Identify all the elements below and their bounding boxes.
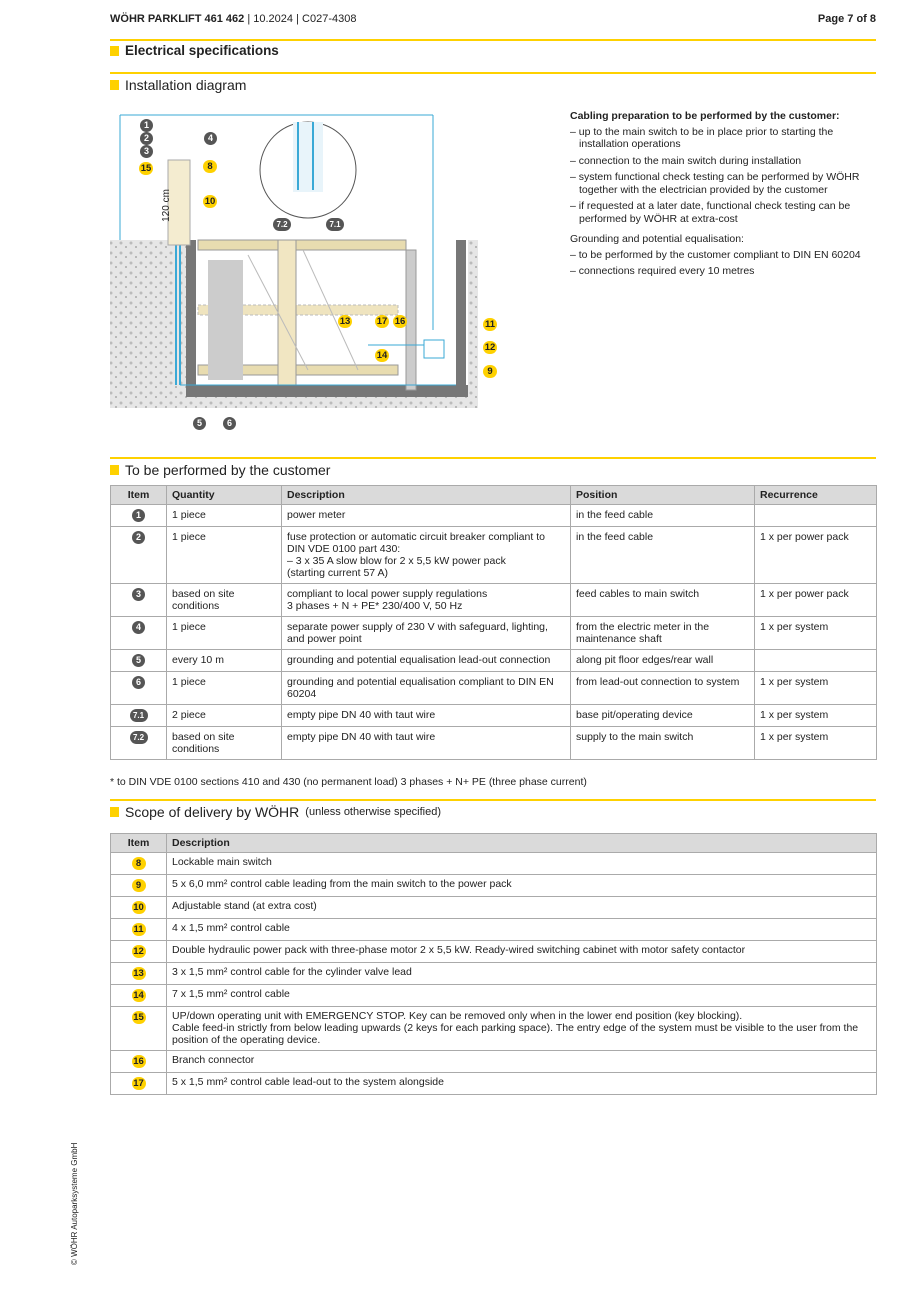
item-badge: 11 — [133, 924, 144, 935]
table-cell: Branch connector — [167, 1051, 877, 1073]
table-cell: base pit/operating device — [571, 705, 755, 727]
table-cell: in the feed cable — [571, 527, 755, 584]
table-cell — [111, 1007, 167, 1051]
marker-16: 16 — [394, 316, 406, 327]
table-cell: 7 x 1,5 mm² control cable — [167, 985, 877, 1007]
table-cell — [111, 617, 167, 650]
table-row — [111, 650, 877, 672]
copyright: © WÖHR Autoparksysteme GmbH — [70, 1142, 79, 1265]
table-row — [111, 505, 877, 527]
divider — [110, 799, 876, 801]
col-header: Quantity — [167, 486, 282, 505]
marker-11: 11 — [484, 319, 496, 330]
table-cell: 1 piece — [167, 527, 282, 584]
item-badge: 17 — [133, 1078, 144, 1089]
section-note: (unless otherwise specified) — [305, 806, 442, 818]
table-cell: along pit floor edges/rear wall — [571, 650, 755, 672]
col-header: Item — [111, 834, 167, 853]
table-cell — [111, 897, 167, 919]
marker-9: 9 — [483, 365, 497, 378]
item-badge: 9 — [132, 879, 146, 892]
marker-15: 15 — [140, 163, 152, 174]
marker-14: 14 — [376, 350, 388, 361]
table-cell: Adjustable stand (at extra cost) — [167, 897, 877, 919]
table-cell: 5 x 6,0 mm² control cable leading from the main switch to the power pack — [167, 875, 877, 897]
table-row — [111, 727, 877, 760]
table-cell: from lead-out connection to system — [571, 672, 755, 705]
table-cell: 1 x per power pack — [755, 527, 877, 584]
item-badge: 3 — [132, 588, 145, 601]
table-cell: grounding and potential equalisation compliant to DIN EN 60204 — [282, 672, 571, 705]
item-badge: 2 — [132, 531, 145, 544]
cabling-item: – up to the main switch to be in place prior to starting the installation operations — [570, 125, 834, 150]
table-cell — [755, 650, 877, 672]
item-badge: 7.1 — [130, 709, 148, 722]
table-row — [111, 963, 877, 985]
table-cell: power meter — [282, 505, 571, 527]
marker-7-2: 7.2 — [273, 218, 291, 231]
table-row — [111, 919, 877, 941]
item-badge: 14 — [133, 990, 144, 1001]
section-electrical — [110, 43, 279, 58]
item-badge: 6 — [132, 676, 145, 689]
section-delivery — [110, 804, 441, 820]
grounding-item: – connections required every 10 metres — [570, 265, 755, 277]
marker-17: 17 — [376, 316, 388, 327]
table-row — [111, 941, 877, 963]
table-cell — [111, 672, 167, 705]
table-row — [111, 1051, 877, 1073]
cabling-item: – if requested at a later date, functional check testing can be performed by WÖHR at extra-cost — [570, 200, 851, 225]
item-badge: 15 — [133, 1012, 144, 1023]
section-title: Scope of delivery by WÖHR — [125, 804, 300, 820]
table-cell: supply to the main switch — [571, 727, 755, 760]
marker-10: 10 — [204, 196, 216, 207]
table-cell: in the feed cable — [571, 505, 755, 527]
item-badge: 13 — [133, 968, 144, 979]
marker-3: 3 — [140, 145, 153, 158]
marker-7-1: 7.1 — [326, 218, 344, 231]
item-badge: 7.2 — [130, 731, 148, 744]
table-cell: based on site conditions — [167, 584, 282, 617]
item-badge: 10 — [133, 902, 144, 913]
table-row — [111, 584, 877, 617]
table-cell — [111, 985, 167, 1007]
table-cell: 1 x per system — [755, 727, 877, 760]
section-title: Electrical specifications — [125, 43, 279, 58]
table-cell: UP/down operating unit with EMERGENCY STOP. Key can be removed only when in the lower end position (key blocking). Cable feed-in strictly from below leading upwards (2 keys for each parking space). The entry edge of the system must be visible to the user from the position of the operating device. — [167, 1007, 877, 1051]
section-installation — [110, 77, 246, 93]
marker-12: 12 — [484, 342, 496, 353]
product-name: WÖHR PARKLIFT 461 462 — [110, 13, 245, 25]
table-cell — [111, 875, 167, 897]
page-number: Page 7 of 8 — [817, 13, 876, 25]
cabling-item: – connection to the main switch during installation — [570, 154, 802, 167]
doc-code: C027-4308 — [302, 13, 357, 25]
table-cell — [111, 919, 167, 941]
grounding-item: – to be performed by the customer compliant to DIN EN 60204 — [570, 248, 861, 261]
item-badge: 4 — [132, 621, 145, 634]
table-row — [111, 617, 877, 650]
height-label: 120 cm — [160, 189, 172, 222]
section-title: Installation diagram — [125, 77, 247, 93]
table-cell: 1 piece — [167, 617, 282, 650]
table-cell: fuse protection or automatic circuit breaker compliant to DIN VDE 0100 part 430: – 3 x 35 A slow blow for 2 x 5,5 kW power pack (starting current 57 A) — [282, 527, 571, 584]
section-title: To be performed by the customer — [125, 462, 331, 478]
table-cell — [111, 963, 167, 985]
table-cell — [111, 853, 167, 875]
table-row — [111, 705, 877, 727]
marker-13: 13 — [339, 316, 351, 327]
table-cell — [111, 941, 167, 963]
section-customer — [110, 462, 330, 478]
table-row — [111, 985, 877, 1007]
grounding-title: Grounding and potential equalisation: — [570, 233, 744, 245]
table-cell — [111, 727, 167, 760]
table-row — [111, 1007, 877, 1051]
marker-1: 1 — [140, 119, 153, 132]
table-cell: based on site conditions — [167, 727, 282, 760]
table-cell: 1 x per system — [755, 617, 877, 650]
table-cell: compliant to local power supply regulations 3 phases + N + PE* 230/400 V, 50 Hz — [282, 584, 571, 617]
cabling-notes — [570, 110, 870, 282]
col-header: Position — [571, 486, 755, 505]
installation-diagram — [108, 100, 480, 435]
item-badge: 8 — [132, 857, 146, 870]
table-cell: 1 x per system — [755, 705, 877, 727]
item-badge: 16 — [133, 1056, 144, 1067]
table-cell — [111, 705, 167, 727]
cabling-title: Cabling preparation to be performed by the customer: — [570, 110, 840, 122]
table-cell — [111, 505, 167, 527]
col-header: Recurrence — [755, 486, 877, 505]
table-cell: 1 x per system — [755, 672, 877, 705]
table-row — [111, 853, 877, 875]
table-cell — [111, 1073, 167, 1095]
table-cell: 1 piece — [167, 672, 282, 705]
table-cell: 3 x 1,5 mm² control cable for the cylinder valve lead — [167, 963, 877, 985]
table-cell: 4 x 1,5 mm² control cable — [167, 919, 877, 941]
marker-5: 5 — [193, 417, 206, 430]
table-cell: 5 x 1,5 mm² control cable lead-out to the system alongside — [167, 1073, 877, 1095]
table-cell — [111, 650, 167, 672]
col-header: Description — [282, 486, 571, 505]
table-cell: Lockable main switch — [167, 853, 877, 875]
table-cell — [111, 584, 167, 617]
table-row — [111, 897, 877, 919]
table-cell — [111, 527, 167, 584]
item-badge: 1 — [132, 509, 145, 522]
table-cell: empty pipe DN 40 with taut wire — [282, 727, 571, 760]
delivery-table — [110, 833, 877, 1095]
customer-table — [110, 485, 877, 760]
marker-4: 4 — [204, 132, 217, 145]
table-cell: 1 piece — [167, 505, 282, 527]
table-cell: separate power supply of 230 V with safeguard, lighting, and power point — [282, 617, 571, 650]
divider — [110, 39, 876, 41]
table-cell: 2 piece — [167, 705, 282, 727]
table-cell — [111, 1051, 167, 1073]
cabling-item: – system functional check testing can be performed by WÖHR together with the electrician provided by the customer — [570, 171, 860, 196]
table-cell: feed cables to main switch — [571, 584, 755, 617]
marker-2: 2 — [140, 132, 153, 145]
table-row — [111, 1073, 877, 1095]
marker-6: 6 — [223, 417, 236, 430]
divider — [110, 457, 876, 459]
table-row — [111, 875, 877, 897]
doc-date: 10.2024 — [253, 13, 294, 25]
table-cell: Double hydraulic power pack with three-phase motor 2 x 5,5 kW. Ready-wired switching cabinet with motor safety contactor — [167, 941, 877, 963]
divider — [110, 72, 876, 74]
footnote: * to DIN VDE 0100 sections 410 and 430 (no permanent load) 3 phases + N+ PE (three phase current) — [110, 776, 587, 788]
item-badge: 12 — [133, 946, 144, 957]
table-cell: every 10 m — [167, 650, 282, 672]
table-cell: from the electric meter in the maintenance shaft — [571, 617, 755, 650]
table-row — [111, 672, 877, 705]
col-header: Item — [111, 486, 167, 505]
table-row — [111, 527, 877, 584]
document-header: WÖHR PARKLIFT 461 462 | 10.2024 | C027-4308 — [110, 13, 357, 25]
table-cell — [755, 505, 877, 527]
item-badge: 5 — [132, 654, 145, 667]
col-header: Description — [167, 834, 877, 853]
table-cell: grounding and potential equalisation lead-out connection — [282, 650, 571, 672]
table-cell: 1 x per power pack — [755, 584, 877, 617]
table-cell: empty pipe DN 40 with taut wire — [282, 705, 571, 727]
marker-8: 8 — [203, 160, 217, 173]
